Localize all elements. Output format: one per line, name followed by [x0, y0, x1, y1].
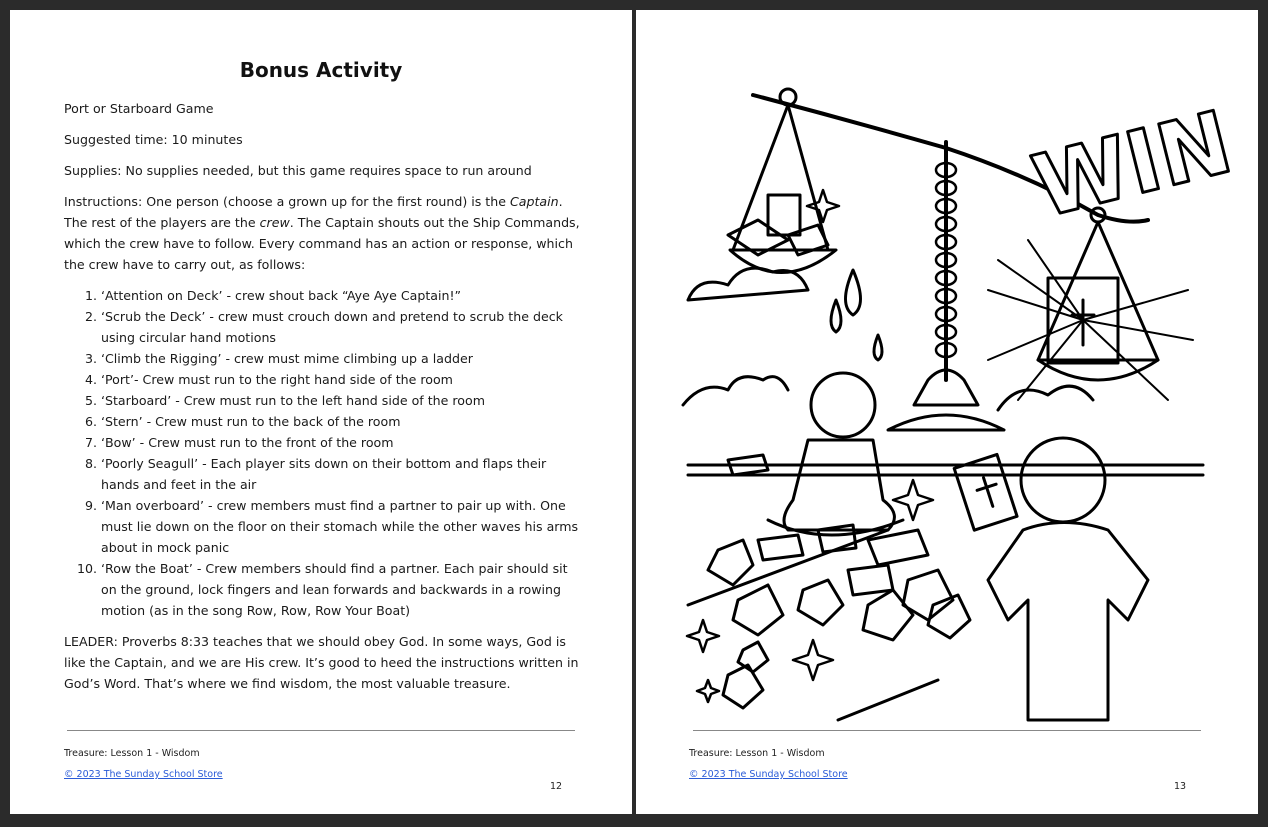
copyright-link[interactable]: © 2023 The Sunday School Store [64, 769, 223, 780]
page-title: Bonus Activity [239, 58, 403, 82]
game-name: Port or Starboard Game [64, 101, 214, 116]
footer-divider [67, 730, 575, 731]
pan-string [1098, 222, 1158, 360]
radiance-rays [988, 240, 1193, 400]
suggested-time: Suggested time: 10 minutes [64, 132, 243, 147]
leader-note: LEADER: Proverbs 8:33 teaches that we should obey God. In some ways, God is like the Captain, and we are His crew. It’s good to heed the instructions written in God’s Word. That’s where we find wisdom, the most valuable treasure. [64, 634, 579, 691]
instructions-captain: Captain [509, 194, 559, 209]
tear-drop-icon [831, 300, 841, 332]
footer-lesson: Treasure: Lesson 1 - Wisdom [64, 748, 200, 759]
tear-drop-icon [874, 335, 882, 360]
scale-base [888, 415, 1004, 430]
road-line [838, 680, 938, 720]
page-number: 12 [550, 781, 563, 792]
instructions-part2: . The rest of the players are the [64, 194, 563, 230]
sad-boy-body [784, 440, 894, 530]
list-item: 7. ‘Bow’ - Crew must run to the front of the room [101, 432, 580, 453]
tear-drop-icon [846, 270, 861, 315]
instructions-crew: crew [259, 215, 290, 230]
page-right [636, 10, 1258, 814]
list-item: 4. ‘Port’- Crew must run to the right hand side of the room [101, 369, 580, 390]
copyright-link[interactable]: © 2023 The Sunday School Store [689, 769, 848, 780]
list-item: 1. ‘Attention on Deck’ - crew shout back “Aye Aye Captain!” [101, 285, 580, 306]
list-item: 2. ‘Scrub the Deck’ - crew must crouch down and pretend to scrub the deck using circular hand motions [101, 306, 580, 348]
instructions-part1: Instructions: One person (choose a grown up for the first round) is the [64, 194, 510, 209]
ship-commands-list [64, 285, 580, 621]
list-item: 5. ‘Starboard’ - Crew must run to the left hand side of the room [101, 390, 580, 411]
footer-lesson: Treasure: Lesson 1 - Wisdom [689, 748, 825, 759]
list-item: 6. ‘Stern’ - Crew must run to the back of the room [101, 411, 580, 432]
list-item: 10. ‘Row the Boat’ - Crew members should find a partner. Each pair should sit on the ground, lock fingers and lean forwards and backwards in a rowing motion (as in the song Row, Row, Row Your Boat) [101, 558, 580, 621]
sad-boy-head [811, 373, 875, 437]
cloud-shape [683, 377, 788, 405]
coloring-illustration [688, 60, 1242, 720]
list-item: 3. ‘Climb the Rigging’ - crew must mime climbing up a ladder [101, 348, 580, 369]
footer-divider [693, 730, 1201, 731]
instructions [64, 191, 580, 275]
list-item: 9. ‘Man overboard’ - crew members must find a partner to pair up with. One must lie down on the floor on their stomach while the other waves his arms about in mock panic [101, 495, 580, 558]
activity-body [64, 98, 580, 704]
supplies: Supplies: No supplies needed, but this game requires space to run around [64, 163, 532, 178]
happy-boy-head [1021, 438, 1105, 522]
instructions-part3: . The Captain shouts out the Ship Commands, which the crew have to follow. Every command has an action or response, which the crew have to carry out, as follows: [64, 215, 580, 272]
cloud-shape [998, 386, 1093, 410]
win-text: WIN [1023, 92, 1242, 238]
happy-boy-body [988, 523, 1148, 721]
cross-icon [984, 478, 993, 507]
page-number: 13 [1174, 781, 1187, 792]
list-item: 8. ‘Poorly Seagull’ - Each player sits down on their bottom and flaps their hands and feet in the air [101, 453, 580, 495]
page-left [10, 10, 632, 814]
